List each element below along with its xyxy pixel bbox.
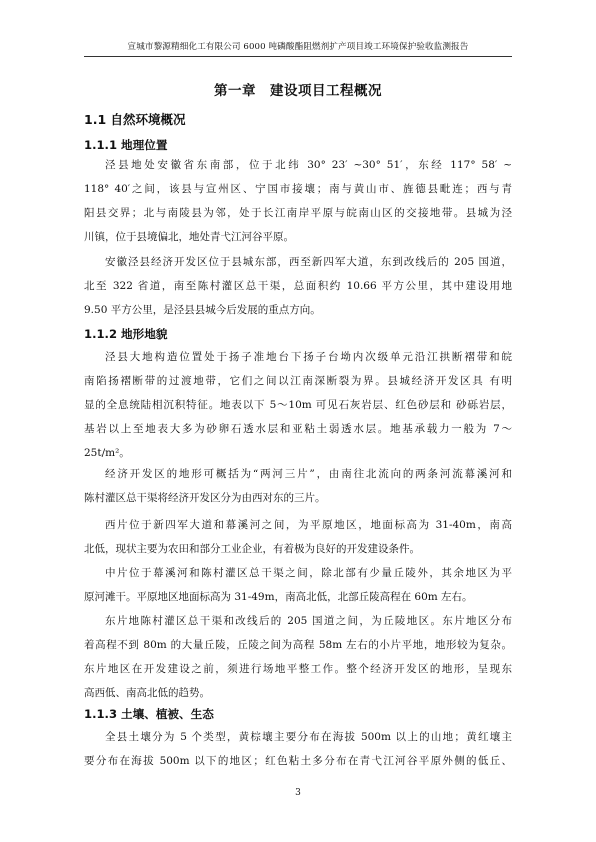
text-line: 25t/m²。: [84, 447, 130, 459]
text-line: 9.50 平方公里，是泾县县城今后发展的重点方向。: [84, 304, 321, 316]
section-1-1-3-heading: 1.1.3 土壤、植被、生态: [84, 707, 214, 721]
text-line: 要分布在海拔 500m 以下的地区；红色粘土多分布在青弋江河谷平原外侧的低丘、: [84, 755, 512, 767]
text-line: 高西低、南高北低的趋势。: [84, 687, 210, 699]
text-line: 陈村灌区总干渠将经济开发区分为由西对东的三片。: [84, 492, 326, 504]
text-line: 原河滩干。平原地区地面标高为 31-49m，南高北低，北部丘陵高程在 60m 左右。: [84, 591, 473, 603]
text-line: 经济开发区的地形可概括为“两河三片”，由南往北流向的两条河流幕溪河和: [105, 468, 512, 480]
section-1-1-heading: 1.1 自然环境概况: [84, 112, 186, 127]
section-1-1-1-heading: 1.1.1 地理位置: [84, 138, 168, 152]
paragraph-east-section: [84, 609, 512, 705]
text-line: 着高程不到 80m 的大量丘陵，丘陵之间为高程 58m 左右的小片平地，地形较为复杂。: [84, 639, 512, 651]
paragraph-geology: [84, 345, 512, 465]
paragraph-soil: [84, 725, 512, 773]
text-line: 阳县交界；北与南陵县为邻，处于长江南岸平原与皖南山区的交接地带。县城为泾: [84, 207, 512, 219]
text-line: 基岩以上至地表大多为砂卵石透水层和亚粘土弱透水层。地基承载力一般为 7～: [84, 423, 512, 435]
text-line: 东片地陈村灌区总干渠和改线后的 205 国道之间，为丘陵地区。东片地区分布: [105, 615, 512, 627]
text-line: 中片位于幕溪河和陈村灌区总干渠之间，除北部有少量丘陵外，其余地区为平: [105, 567, 512, 579]
text-line: 北低，现状主要为农田和部分工业企业，有着极为良好的开发建设条件。: [84, 543, 420, 555]
text-line: 南陷扬褶断带的过渡地带，它们之间以江南深断裂为界。县城经济开发区具 有明: [84, 375, 512, 387]
text-line: 西片位于新四军大道和幕溪河之间，为平原地区，地面标高为 31-40m，南高: [105, 519, 512, 531]
page-number: 3: [295, 788, 301, 798]
text-line: 安徽泾县经济开发区位于县城东部，西至新四军大道，东到改线后的 205 国道，: [105, 256, 512, 268]
header-rule: [84, 56, 512, 57]
text-line: 北至 322 省道，南至陈村灌区总干渠，总面积约 10.66 平方公里，其中建设用地: [84, 280, 512, 292]
text-line: 显的全息统陆相沉积特征。地表以下 5～10m 可见石灰岩层、红色砂层和 砂砾岩层，: [84, 399, 512, 411]
running-header: 宣城市黎源精细化工有限公司 6000 吨磷酸酯阻燃剂扩产项目竣工环境保护验收监测报告: [127, 42, 469, 52]
paragraph-dev-zone: [84, 250, 512, 322]
paragraph-west-section: [84, 513, 512, 561]
paragraph-geo-location: [84, 153, 512, 249]
text-line: 川镇，位于县境偏北，地处青弋江河谷平原。: [84, 231, 294, 243]
text-line: 泾县地处安徽省东南部，位于北纬 30° 23′ ~30° 51′，东经 117° 58′ ~: [105, 159, 512, 171]
text-line: 泾县大地构造位置处于扬子准地台下扬子台坳内次级单元沿江拱断褶带和皖: [105, 351, 512, 363]
section-1-1-2-heading: 1.1.2 地形地貌: [84, 327, 168, 341]
paragraph-terrain-overview: [84, 462, 512, 510]
text-line: 全县土壤分为 5 个类型，黄棕壤主要分布在海拔 500m 以上的山地；黄红壤主: [105, 731, 512, 743]
chapter-title: 第一章 建设项目工程概况: [214, 83, 382, 99]
paragraph-middle-section: [84, 561, 512, 609]
text-line: 118° 40′之间，该县与宣州区、宁国市接壤；南与黄山市、旌德县毗连；西与青: [84, 183, 512, 195]
text-line: 东片地区在开发建设之前，须进行场地平整工作。整个经济开发区的地形，呈现东: [84, 663, 512, 675]
